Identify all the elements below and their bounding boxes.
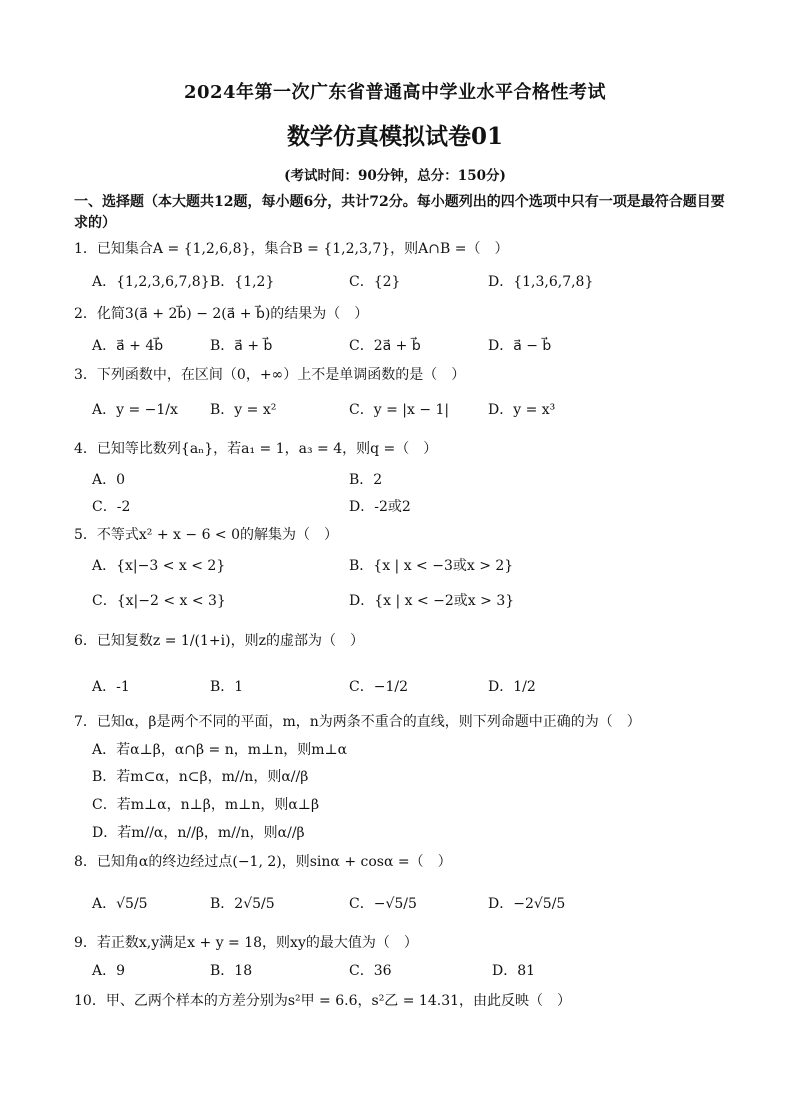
q2-option-c: C．2a⃗ + b⃗: [349, 338, 421, 354]
q3-option-b: B．y = x²: [210, 402, 277, 418]
q4-option-a: A．0: [92, 472, 126, 488]
q1-option-d: D．{1,3,6,7,8}: [488, 274, 594, 290]
q5-option-d: D．{x | x < −2或x > 3}: [349, 593, 515, 609]
exam-paper-name: 数学仿真模拟试卷01: [286, 123, 503, 150]
q6-option-a: A．-1: [92, 679, 130, 695]
exam-title: 2024年第一次广东省普通高中学业水平合格性考试: [183, 82, 607, 103]
question-1: 1．已知集合A = {1,2,6,8}，集合B = {1,2,3,7}，则A∩B =（ ）: [74, 241, 509, 257]
q5-option-b: B．{x | x < −3或x > 2}: [349, 558, 514, 574]
question-7: 7．已知α，β是两个不同的平面，m，n为两条不重合的直线，则下列命题中正确的为（ ）: [74, 714, 641, 730]
q9-option-d: D．81: [492, 963, 536, 979]
q9-option-a: A．9: [92, 963, 126, 979]
question-6: 6．已知复数z = 1/(1+i)，则z的虚部为（ ）: [74, 633, 364, 649]
exam-info: (考试时间：90分钟，总分：150分): [284, 168, 506, 184]
q1-option-b: B．{1,2}: [210, 274, 275, 290]
q3-option-c: C．y = |x − 1|: [349, 402, 450, 418]
q4-option-c: C．-2: [92, 499, 131, 515]
q5-option-c: C．{x|−2 < x < 3}: [92, 593, 226, 609]
q1-option-c: C．{2}: [349, 274, 401, 290]
q4-option-b: B．2: [349, 472, 383, 488]
q8-option-a: A．√5/5: [92, 896, 148, 912]
q2-option-d: D．a⃗ − b⃗: [488, 338, 552, 354]
q8-option-c: C．−√5/5: [349, 896, 417, 912]
question-8: 8．已知角α的终边经过点(−1, 2)，则sinα + cosα =（ ）: [74, 854, 452, 870]
q9-option-b: B．18: [210, 963, 253, 979]
q8-option-d: D．−2√5/5: [488, 896, 566, 912]
q7-option-d: D．若m//α，n//β，m//n，则α//β: [92, 825, 305, 841]
q7-option-c: C．若m⊥α，n⊥β，m⊥n，则α⊥β: [92, 797, 320, 813]
q2-option-a: A．a⃗ + 4b⃗: [92, 338, 164, 354]
question-10: 10．甲、乙两个样本的方差分别为s²甲 = 6.6，s²乙 = 14.31，由此反映（ ）: [74, 993, 572, 1009]
q5-option-a: A．{x|−3 < x < 2}: [92, 558, 226, 574]
question-2: 2．化简3(a⃗ + 2b⃗) − 2(a⃗ + b⃗)的结果为（ ）: [74, 306, 369, 322]
q2-option-b: B．a⃗ + b⃗: [210, 338, 273, 354]
q1-option-a: A．{1,2,3,6,7,8}: [92, 274, 210, 290]
question-9: 9．若正数x,y满足x + y = 18，则xy的最大值为（ ）: [74, 935, 418, 951]
q6-option-b: B．1: [210, 679, 244, 695]
q9-option-c: C．36: [349, 963, 392, 979]
q6-option-d: D．1/2: [488, 679, 536, 695]
question-5: 5．不等式x² + x − 6 < 0的解集为（ ）: [74, 527, 339, 543]
q7-option-b: B．若m⊂α，n⊂β，m//n，则α//β: [92, 769, 309, 785]
section-heading: 一、选择题（本大题共12题，每小题6分，共计72分。每小题列出的四个选项中只有一项是最符合题目要求的）: [74, 194, 725, 231]
q4-option-d: D．-2或2: [349, 499, 411, 515]
question-3: 3．下列函数中，在区间（0，+∞）上不是单调函数的是（ ）: [74, 367, 466, 383]
question-4: 4．已知等比数列{aₙ}，若a₁ = 1，a₃ = 4，则q =（ ）: [74, 441, 438, 457]
q8-option-b: B．2√5/5: [210, 896, 275, 912]
q7-option-a: A．若α⊥β，α∩β = n，m⊥n，则m⊥α: [92, 742, 348, 758]
q3-option-d: D．y = x³: [488, 402, 556, 418]
q3-option-a: A．y = −1/x: [92, 402, 178, 418]
q6-option-c: C．−1/2: [349, 679, 408, 695]
